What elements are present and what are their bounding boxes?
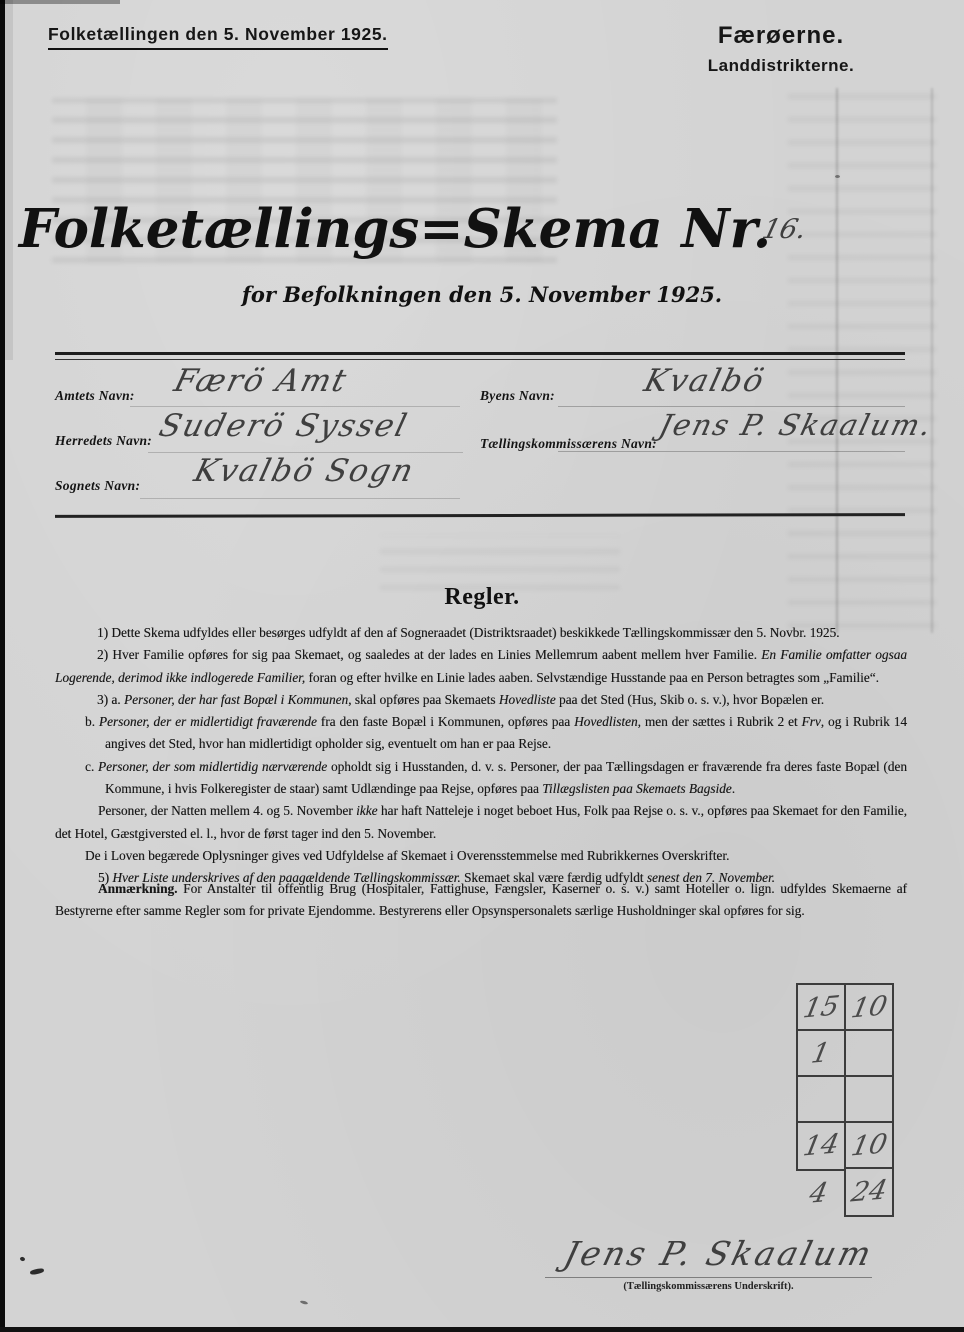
form-title: Folketællings=Skema Nr.	[18, 198, 772, 260]
scan-edge-bottom	[0, 1327, 964, 1332]
divider-double-rule	[55, 352, 905, 360]
herred-label: Herredets Navn:	[55, 433, 153, 448]
signature-handwritten: Jens P. Skaalum	[560, 1234, 878, 1273]
tally-cell: 10	[846, 1123, 892, 1169]
form-subtitle: for Befolkningen den 5. November 1925.	[241, 282, 723, 307]
tally-cell: 10	[846, 985, 892, 1031]
amt-label: Amtets Navn:	[55, 388, 135, 403]
bleedthrough-table-line	[836, 88, 838, 633]
form-number-handwritten: 16.	[759, 214, 810, 245]
bleedthrough-table-line	[931, 88, 933, 633]
sogn-field-line	[140, 498, 460, 499]
remark-paragraph: Anmærkning. For Anstalter til offentlig Brug (Hospitaler, Fattighuse, Fængsler, Kaserner o. s. v.) samt Hoteller o. lign. udfyldes Skemaerne af Bestyrerne efter samme Regler som for private Ejendomme. Bestyrerens eller Opsynspersonalets særlige Husholdninger skal opføres for sig.	[55, 881, 907, 919]
rule-night: Personer, der Natten mellem 4. og 5. November ikke har haft Natteleje i noget beboet Hus, Folk paa Rejse o. s. v., opføres paa Skemaet for den Familie, det Hotel, Gæstgiversted el. l., hvor de først tager ind den 5. November.	[55, 803, 907, 841]
by-field-line	[558, 406, 905, 407]
rule-law: De i Loven begærede Oplysninger gives ved Udfyldelse af Skemaet i Overensstemmelse med Rubrikkernes Overskrifter.	[85, 847, 730, 863]
bleedthrough-text-mid	[380, 535, 620, 590]
amt-field-line	[130, 406, 460, 407]
herred-value-handwritten: Suderö Syssel	[155, 408, 413, 444]
rule-3b: b. Personer, der er midlertidigt fraværende fra den faste Bopæl i Kommunen, opføres paa Hovedlisten, men der sættes i Rubrik 2 et Frv, og i Rubrik 14 angives det Sted, hvor han midlertidigt opholder sig, eventuelt om han er paa Rejse.	[85, 714, 907, 752]
tally-cell	[846, 1031, 892, 1077]
commissioner-field-line	[558, 451, 905, 452]
sogn-label: Sognets Navn:	[55, 478, 141, 493]
signature-caption: (Tællingskommissærens Underskrift).	[623, 1281, 794, 1292]
rule-5: 5) Hver Liste underskrives af den paagældende Tællingskommissær. Skemaet skal være færdig udfyldt senest den 7. November.	[98, 870, 775, 886]
ink-speck	[30, 1268, 45, 1276]
tally-cell: 1	[798, 1031, 844, 1077]
tally-cell: 14	[800, 1128, 842, 1162]
rule-1: 1) Dette Skema udfyldes eller besørges udfyldt af den af Sogneraadet (Distriktsraadet) beskikkede Tællingskommissær den 5. Novbr. 1925.	[97, 625, 840, 640]
rule-2: 2) Hver Familie opføres for sig paa Skemaet, og saaledes at der lades en Linies Mellemrum aabent mellem hver Familie. En Familie omfatter ogsaa Logerende, derimod ikke indlogerede Familier, foran og efter hvilke en Linie lades aaben. Selvstændige Husstande paa en Person betragtes som „Familie“.	[55, 647, 907, 685]
ink-speck	[300, 1300, 309, 1305]
rule-3a: 3) a. Personer, der har fast Bopæl i Kommunen, skal opføres paa Skemaets Hovedliste paa det Sted (Hus, Skib o. s. v.), hvor Bopælen er.	[97, 691, 825, 707]
tally-table	[796, 983, 896, 1223]
tally-cell: 24	[848, 1174, 890, 1208]
amt-value-handwritten: Færö Amt	[170, 363, 352, 399]
ink-speck	[19, 1256, 25, 1261]
census-date-heading: Folketællingen den 5. November 1925.	[48, 24, 388, 50]
rules-text	[55, 622, 907, 890]
ink-speck	[835, 175, 840, 178]
tally-cell: 15	[798, 985, 844, 1031]
tally-cell-unboxed: 4	[807, 1176, 831, 1210]
sogn-value-handwritten: Kvalbö Sogn	[190, 453, 419, 489]
tally-column-left	[796, 983, 846, 1171]
by-value-handwritten: Kvalbö	[640, 363, 770, 399]
commissioner-value-handwritten: Jens P. Skaalum.	[655, 408, 937, 442]
tally-column-right	[844, 983, 894, 1217]
region-heading	[656, 22, 906, 76]
district-name: Landdistrikterne.	[707, 56, 855, 75]
commissioner-label: Tællingskommissærens Navn:	[480, 436, 657, 451]
tally-cell	[846, 1077, 892, 1123]
by-label: Byens Navn:	[480, 388, 555, 403]
tally-cell	[798, 1077, 844, 1123]
signature-line	[545, 1277, 872, 1278]
divider-single-rule	[55, 513, 905, 518]
scan-edge-top	[0, 0, 120, 4]
region-name: Færøerne.	[717, 22, 845, 49]
rules-heading: Regler.	[444, 584, 520, 610]
rule-3c: c. Personer, der som midlertidig nærværende opholdt sig i Husstanden, d. v. s. Personer, der paa Tællingsdagen er fraværende fra deres faste Bopæl (den Kommune, i hvis Folkeregister de staar) samt Udlændinge paa Rejse, opføres paa Tillægslisten paa Skemaets Bagside.	[85, 758, 907, 797]
